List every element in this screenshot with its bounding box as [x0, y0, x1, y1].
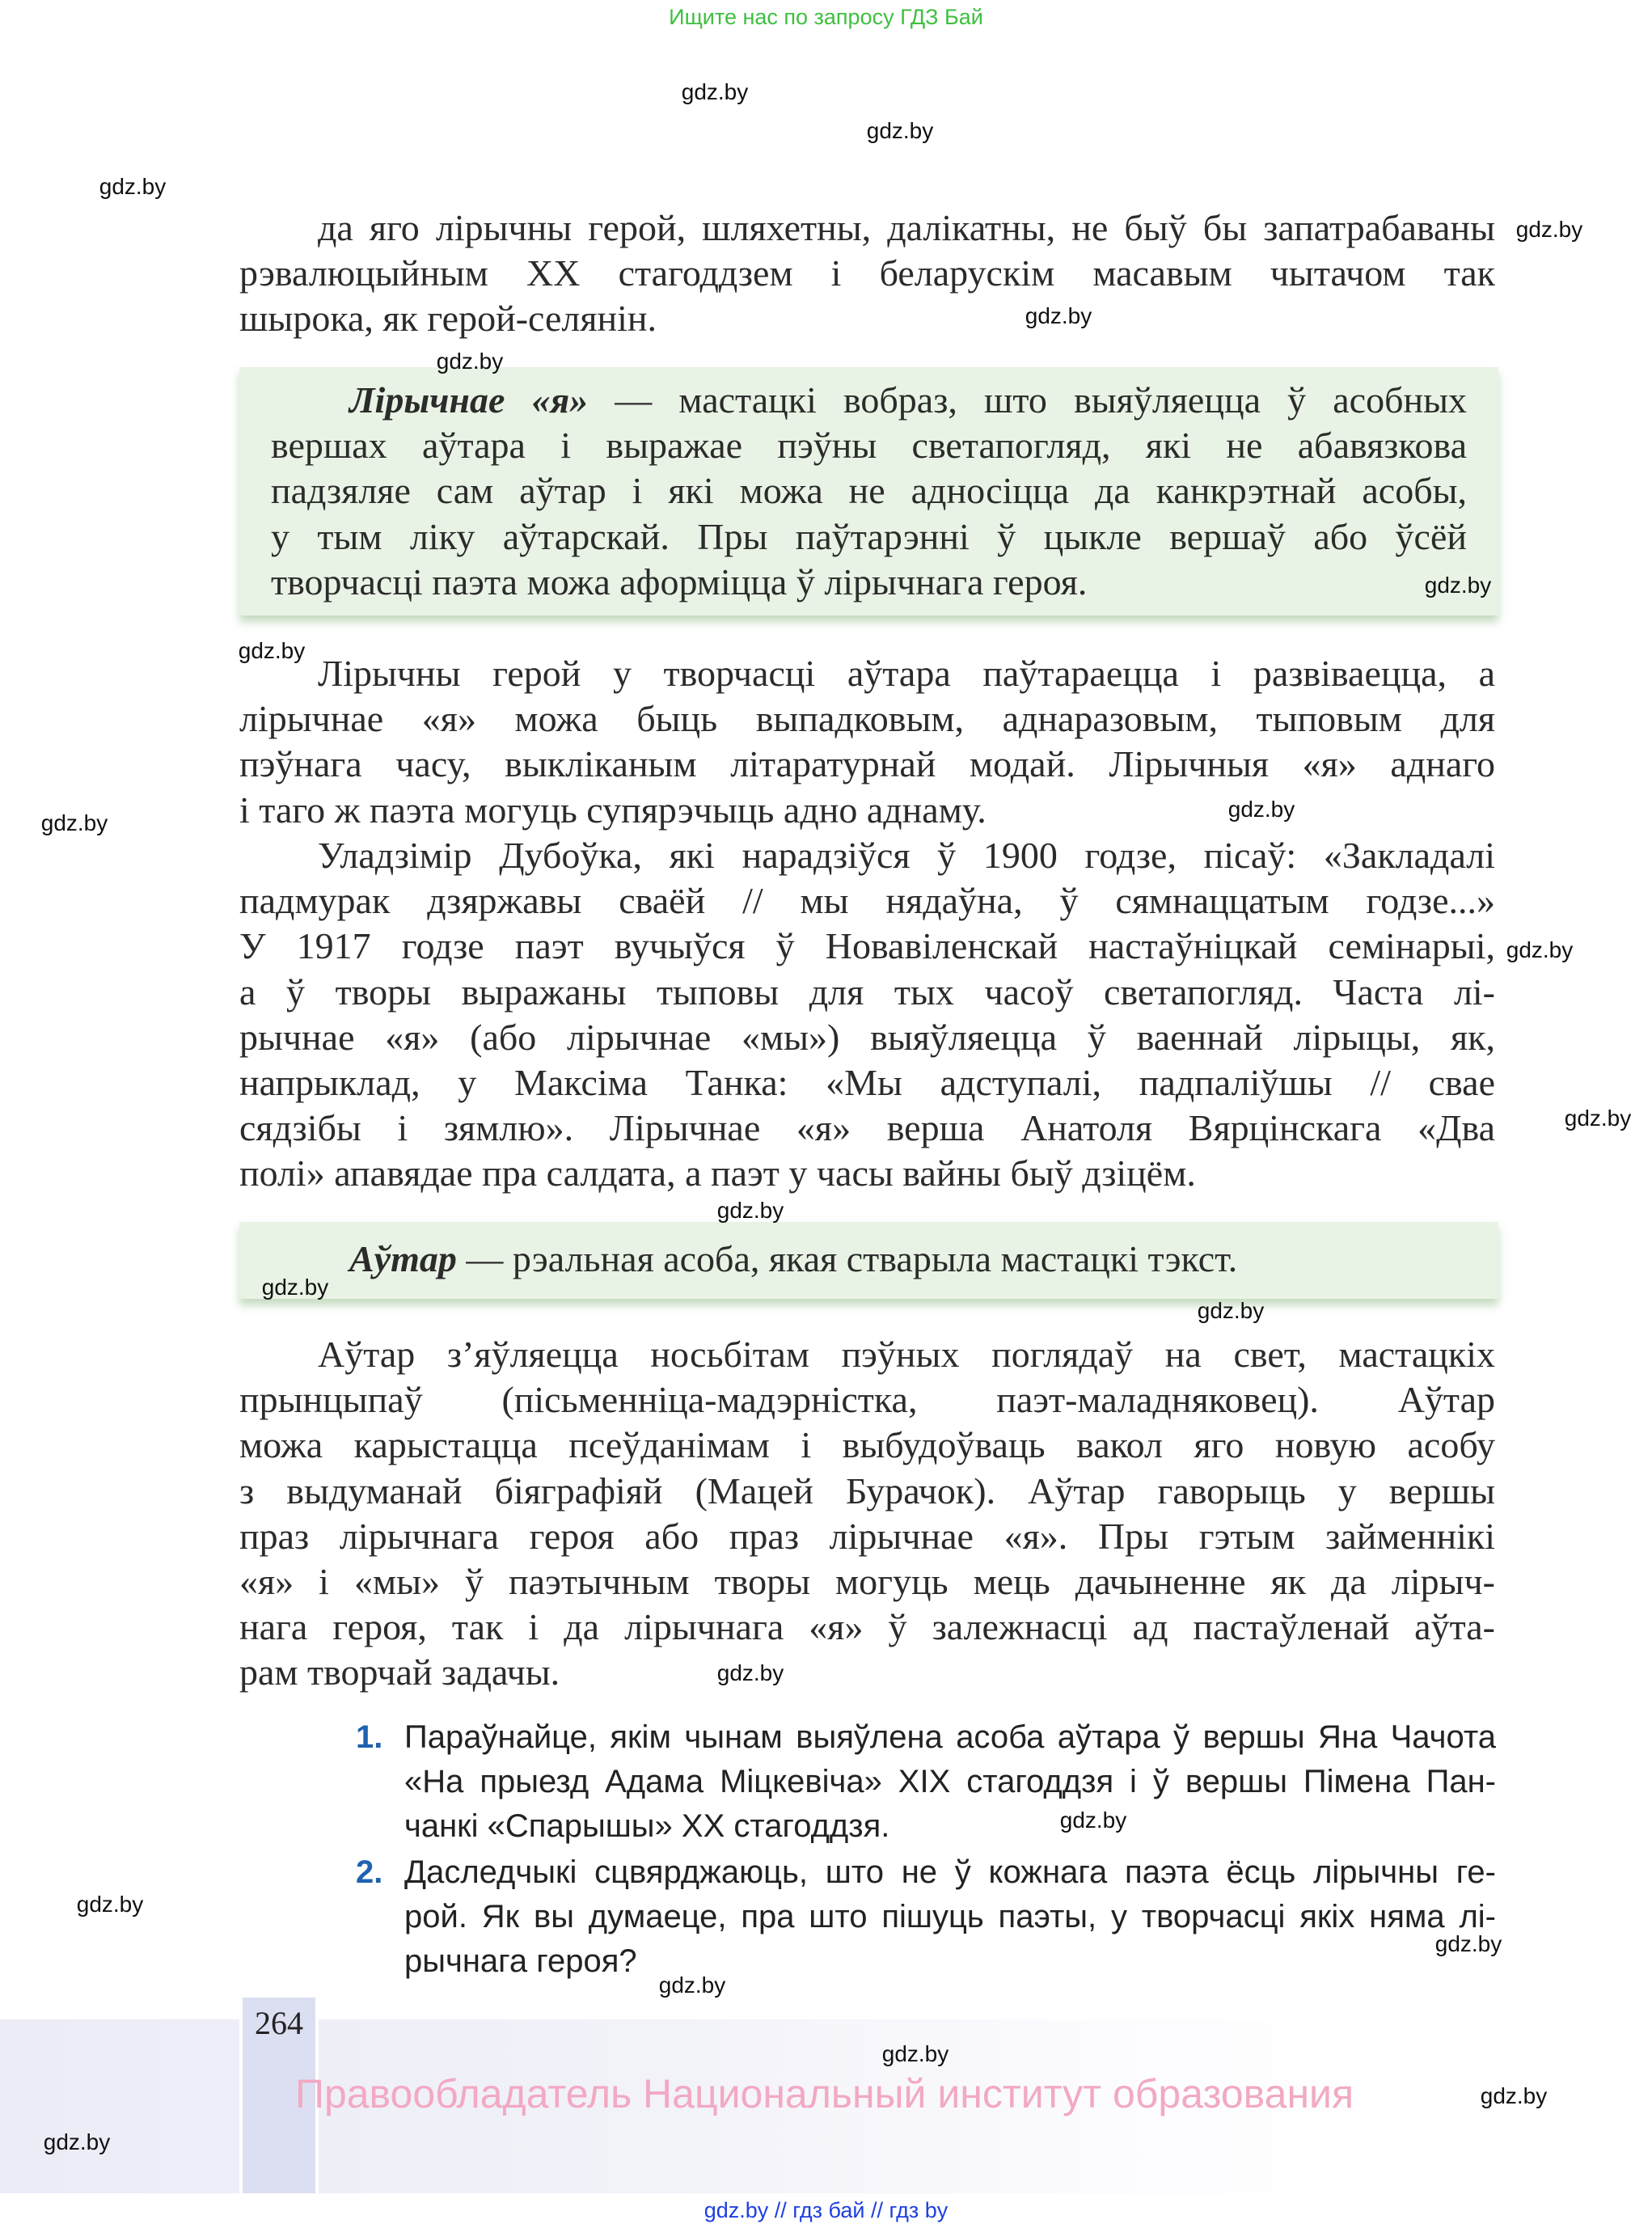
question-line: «На прыезд Адама Міцкевіча» XIX стагоддзя і ў вершы Пімена Пан-	[404, 1764, 1496, 1799]
text-line: «я» і «мы» ў паэтычным творы могуць мець дачыненне як да лірыч-	[239, 1560, 1495, 1602]
text-line: праз лірычнага героя або праз лірычнае «я». Пры гэтым займеннікі	[239, 1515, 1495, 1557]
text-line: рэвалюцыйным XX стагоддзем і беларускім масавым чытачом так	[239, 252, 1495, 294]
gdz-watermark: gdz.by	[1197, 1298, 1265, 1323]
text-line: Аўтар з’яўляецца носьбітам пэўных поглядаў на свет, мастацкіх	[318, 1334, 1495, 1375]
text-line: сядзібы і зямлю». Лірычнае «я» верша Анатоля Вярцінскага «Два	[239, 1107, 1495, 1149]
text-line: з выдуманай біяграфіяй (Мацей Бурачок). Аўтар гаворыць у вершы	[239, 1469, 1495, 1512]
text-line: нага героя, так і да лірычнага «я» ў залежнасці ад пастаўленай аўта-	[239, 1606, 1495, 1648]
definition-line: вершах аўтара і выражае пэўны светапогляд, які не абавязкова	[271, 425, 1467, 467]
gdz-watermark: gdz.by	[99, 174, 167, 199]
text-line: да яго лірычны герой, шляхетны, далікатны, не быў бы запатрабаваны	[318, 207, 1495, 248]
text-line: прынцыпаў (пісьменніца-мадэрністка, паэт-маладняковец). Аўтар	[239, 1379, 1495, 1421]
question-line: Параўнайце, якім чынам выяўлена асоба аўтара ў вершы Яна Чачота	[404, 1719, 1496, 1755]
gdz-watermark: gdz.by	[238, 638, 306, 663]
question-line: чанкі «Спарышы» XX стагоддзя.	[404, 1808, 890, 1844]
question-line: рой. Як вы думаеце, пра што пішуць паэты, у творчасці якіх няма лі-	[404, 1899, 1496, 1934]
text-line: Уладзімір Дубоўка, які нарадзіўся ў 1900 годзе, пісаў: «Закладалі	[318, 835, 1495, 876]
text-line: шырока, як герой-селянін.	[239, 298, 657, 340]
question-number: 1.	[356, 1719, 383, 1755]
definition-line: Лірычнае «я» — мастацкі вобраз, што выяўляецца ў асобных	[349, 379, 1467, 421]
definition-line: у тым ліку аўтарскай. Пры паўтарэнні ў цыкле вершаў або ўсёй	[271, 515, 1467, 557]
paragraph-intro	[239, 205, 1495, 342]
bottom-links[interactable]: gdz.by // гдз бай // гдз by	[703, 2198, 949, 2222]
gdz-watermark: gdz.by	[716, 1198, 784, 1223]
definition-line: творчасці паэта можа аформіцца ў лірычнага героя.	[271, 560, 1088, 603]
text-line: У 1917 годзе паэт вучыўся ў Новавіленскай настаўніцкай семінарыі,	[239, 925, 1495, 967]
gdz-watermark: gdz.by	[1434, 1931, 1502, 1956]
text-line: падмурак дзяржавы сваёй // мы нядаўна, ў сямнаццатым годзе...»	[239, 880, 1495, 922]
question-text	[404, 1715, 1496, 1849]
text-line: напрыклад, у Максіма Танка: «Мы адступалі, падпаліўшы // свае	[239, 1061, 1495, 1103]
question-1	[356, 1715, 1496, 1849]
definition-line: Аўтар — рэальная асоба, якая стварыла мастацкі тэкст.	[349, 1238, 1238, 1279]
definition-box-author	[239, 1222, 1498, 1299]
rights-holder-watermark: Правообладатель Национальный институт образования	[295, 2071, 1354, 2116]
definition-text	[271, 378, 1467, 605]
gdz-watermark: gdz.by	[681, 79, 749, 104]
question-number: 2.	[356, 1854, 383, 1890]
gdz-watermark: gdz.by	[1480, 2083, 1548, 2108]
gdz-watermark: gdz.by	[881, 2041, 949, 2066]
text-line: рам творчай задачы.	[239, 1651, 560, 1693]
question-line: рычнага героя?	[404, 1943, 637, 1979]
page-number: 264	[255, 2005, 303, 2041]
definition-term: Лірычнае «я»	[349, 379, 589, 421]
text-line: Лірычны герой у творчасці аўтара паўтараецца і развіваецца, а	[318, 653, 1495, 694]
text-line: пэўнага часу, выкліканым літаратурнай модай. Лірычныя «я» аднаго	[239, 743, 1495, 785]
gdz-watermark: gdz.by	[1506, 937, 1574, 962]
gdz-watermark: gdz.by	[261, 1275, 329, 1300]
text-line: а ў творы выражаны тыповы для тых часоў светапогляд. Часта лі-	[239, 970, 1495, 1013]
gdz-watermark: gdz.by	[40, 810, 108, 835]
gdz-watermark: gdz.by	[658, 1972, 726, 1998]
definition-text	[271, 1237, 1467, 1282]
paragraph-lyrical-hero	[239, 651, 1495, 833]
text-line: і таго ж паэта могуць супярэчыць адно аднаму.	[239, 789, 987, 831]
gdz-watermark: gdz.by	[436, 349, 504, 374]
question-2	[356, 1850, 1496, 1984]
gdz-watermark: gdz.by	[1227, 797, 1295, 822]
gdz-watermark: gdz.by	[866, 118, 934, 143]
top-banner[interactable]: Ищите нас по запросу ГДЗ Бай	[669, 5, 983, 29]
text-line: рычнае «я» (або лірычнае «мы») выяўляецца ў ваеннай лірыцы, як,	[239, 1016, 1495, 1058]
gdz-watermark: gdz.by	[1059, 1808, 1127, 1833]
gdz-watermark: gdz.by	[76, 1892, 144, 1917]
gdz-watermark: gdz.by	[1515, 217, 1583, 242]
paragraph-dubouka	[239, 833, 1495, 1197]
text-line: можа карыстацца псеўданімам і выбудоўваць вакол яго новую асобу	[239, 1424, 1495, 1466]
gdz-watermark: gdz.by	[1564, 1106, 1632, 1131]
gdz-watermark: gdz.by	[43, 2129, 111, 2154]
question-text	[404, 1850, 1496, 1984]
definition-term: Аўтар	[349, 1238, 457, 1279]
gdz-watermark: gdz.by	[1025, 303, 1092, 328]
definition-box-lyrical-i	[239, 367, 1498, 615]
definition-line: падзяляе сам аўтар і які можа не адносіцца да канкрэтнай асобы,	[271, 470, 1467, 512]
text-line: лірычнае «я» можа быць выпадковым, аднаразовым, тыповым для	[239, 698, 1495, 740]
text-line: полі» апавядае пра салдата, а паэт у часы вайны быў дзіцём.	[239, 1152, 1196, 1194]
gdz-watermark: gdz.by	[1424, 573, 1492, 598]
gdz-watermark: gdz.by	[716, 1660, 784, 1685]
question-line: Даследчыкі сцвярджаюць, што не ў кожнага паэта ёсць лірычны ге-	[404, 1854, 1496, 1890]
paragraph-author	[239, 1332, 1495, 1696]
